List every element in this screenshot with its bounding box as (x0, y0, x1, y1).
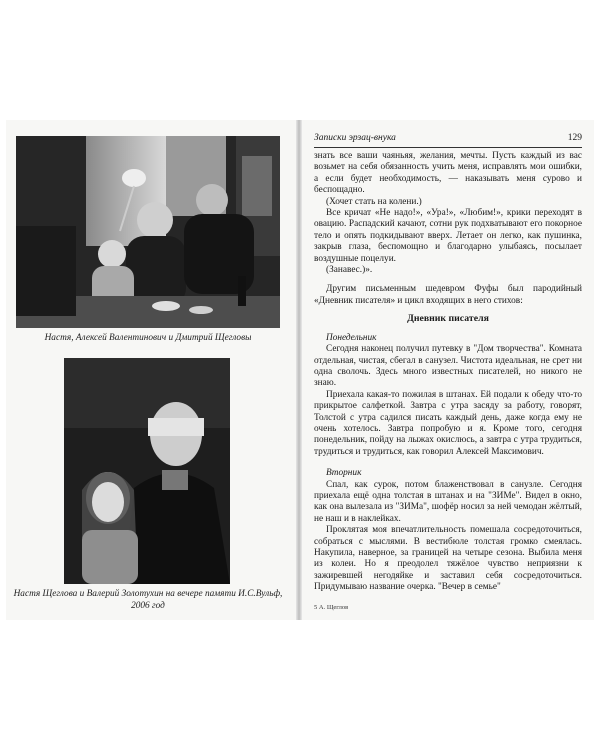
paragraph: знать все ваши чаяньяя, желания, мечты. Пусть каждый из вас возьмет на себя обязанность учить меня, исправлять мои ошибки, а если будет необходимость, — наказывать меня сурово и беспощадно. (314, 151, 582, 196)
signature-mark: 5 А. Щеглов (314, 604, 349, 611)
paragraph: Проклятая моя впечатлительность помешала сосредоточиться, собраться с мыслями. В вестибюле толстая громко смеялась. Накупила, наверное, за границей на четыре сезона. Выбила меня из колеи. Но я преодолел тяжёлое чувство неприязни к зажиревшей негодяйке и заставил себя сосредоточиться. Придумываю название очерка. "Вечер в семье" (314, 525, 582, 593)
left-page (6, 120, 296, 620)
paragraph: Приехала какая-то пожилая в штанах. Ей подали к обеду что-то прикрытое салфеткой. Завтра с утра засяду за работу, говорят, Толстой с утра садился писать каждый день, даже когда ему не очень хотелось. Завтра попробую и я. Кроме того, сегодня понедельник, пойду на лыжах окислюсь, а завтра с утра трудиться, трудиться и трудиться, как говорил Алексей Максимович. (314, 389, 582, 457)
family-photo-image (16, 136, 280, 328)
page-text (314, 151, 582, 594)
paragraph: Другим письменным шедевром Фуфы был пародийный «Дневник писателя» и цикл входящих в него стихов: (314, 284, 582, 306)
paragraph: Спал, как сурок, потом блаженствовал в санузле. Сегодня приехала ещё одна толстая в штанах и на "ЗИМе". Видел в окно, как она вылезала из "ЗИМа", шофёр носил за ней чемодан жёлтый, не наш и в наклейках. (314, 479, 582, 524)
portrait-photo-image (64, 358, 230, 584)
page-number: 129 (567, 133, 582, 143)
running-title: Записки эрзац-внука (314, 133, 396, 143)
photo-caption: Настя Щеглова и Валерий Золотухин на вечере памяти И.С.Вульф, 2006 год (13, 589, 283, 611)
photo-caption: Настя, Алексей Валентинович и Дмитрий Щегловы (44, 333, 252, 343)
paragraph: (Занавес.)». (326, 265, 373, 276)
running-head (314, 133, 582, 148)
family-photo (16, 136, 280, 328)
paragraph: (Хочет стать на колени.) (326, 196, 422, 207)
book-spread (6, 120, 594, 620)
day-heading: Вторник (326, 468, 362, 479)
paragraph: Все кричат «Не надо!», «Ура!», «Любим!», крики переходят в овацию. Распадский качают, сотни рук подхватывают его покорное тело и опять подкидывают вверх. Летает он легко, как пушинка, закрыв глаза, беспомощно и благодарно улыбаясь, посылает воздушные поцелуи. (314, 208, 582, 264)
paragraph: Сегодня наконец получил путевку в "Дом творчества". Комната отдельная, чистая, сбегал в санузел. Чистота идеальная, не срет ни одна сволочь. Здесь много известных писателей, но никого не знаю. (314, 344, 582, 389)
portrait-photo (64, 358, 230, 584)
day-heading: Понедельник (326, 332, 377, 343)
section-heading: Дневник писателя (407, 313, 489, 325)
right-page (302, 120, 594, 620)
